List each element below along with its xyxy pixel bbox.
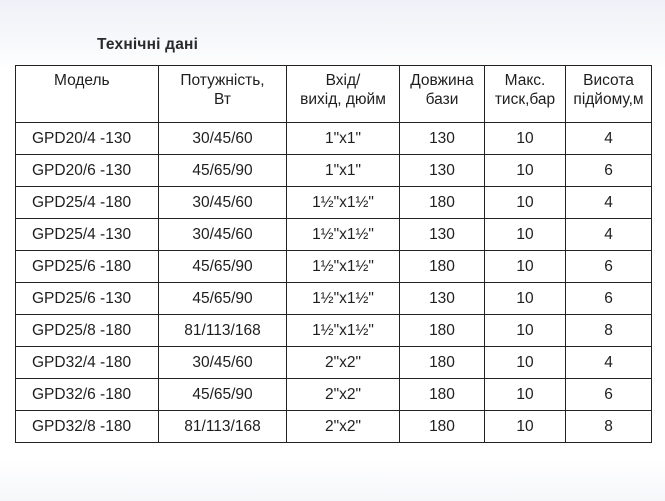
specifications-table <box>15 65 652 443</box>
cell-pressure: 10 <box>485 315 566 347</box>
cell-head: 8 <box>566 411 652 443</box>
cell-length: 130 <box>400 123 485 155</box>
cell-model: GPD32/6 -180 <box>16 379 159 411</box>
cell-connection: 2"x2" <box>287 411 400 443</box>
table-row <box>16 187 652 219</box>
cell-pressure: 10 <box>485 347 566 379</box>
header-label: Довжина <box>410 72 474 89</box>
cell-length: 180 <box>400 315 485 347</box>
cell-power: 45/65/90 <box>159 155 287 187</box>
header-cell-pressure <box>485 66 566 123</box>
cell-model: GPD25/8 -180 <box>16 315 159 347</box>
table-row <box>16 155 652 187</box>
cell-length: 180 <box>400 251 485 283</box>
cell-power: 81/113/168 <box>159 315 287 347</box>
cell-head: 4 <box>566 187 652 219</box>
cell-model: GPD25/6 -180 <box>16 251 159 283</box>
cell-head: 6 <box>566 251 652 283</box>
header-row <box>16 66 652 123</box>
cell-length: 130 <box>400 283 485 315</box>
cell-model: GPD25/4 -180 <box>16 187 159 219</box>
cell-connection: 1½"x1½" <box>287 315 400 347</box>
cell-connection: 1"x1" <box>287 155 400 187</box>
header-cell-head <box>566 66 652 123</box>
table-header <box>16 66 652 123</box>
cell-pressure: 10 <box>485 123 566 155</box>
cell-head: 6 <box>566 379 652 411</box>
cell-head: 8 <box>566 315 652 347</box>
table-row <box>16 283 652 315</box>
cell-pressure: 10 <box>485 283 566 315</box>
cell-connection: 1½"x1½" <box>287 219 400 251</box>
cell-head: 4 <box>566 219 652 251</box>
cell-connection: 1½"x1½" <box>287 251 400 283</box>
header-label-sub: підйому,м <box>573 91 644 108</box>
header-cell-connection <box>287 66 400 123</box>
page-title: Технічні дані <box>97 36 199 53</box>
header-label-sub: тиск,бар <box>494 91 556 108</box>
cell-head: 6 <box>566 283 652 315</box>
cell-model: GPD32/4 -180 <box>16 347 159 379</box>
cell-head: 6 <box>566 155 652 187</box>
cell-length: 180 <box>400 411 485 443</box>
cell-model: GPD25/6 -130 <box>16 283 159 315</box>
cell-power: 45/65/90 <box>159 283 287 315</box>
cell-pressure: 10 <box>485 251 566 283</box>
table-row <box>16 123 652 155</box>
cell-length: 180 <box>400 347 485 379</box>
cell-head: 4 <box>566 123 652 155</box>
header-label: Висота <box>583 72 634 89</box>
cell-pressure: 10 <box>485 155 566 187</box>
cell-connection: 2"x2" <box>287 347 400 379</box>
header-cell-length <box>400 66 485 123</box>
cell-length: 180 <box>400 187 485 219</box>
cell-length: 180 <box>400 379 485 411</box>
header-label: Вхід/ <box>325 72 361 89</box>
header-label-sub: Вт <box>214 91 231 108</box>
cell-model: GPD20/4 -130 <box>16 123 159 155</box>
cell-connection: 1½"x1½" <box>287 187 400 219</box>
cell-power: 30/45/60 <box>159 187 287 219</box>
cell-pressure: 10 <box>485 187 566 219</box>
cell-head: 4 <box>566 347 652 379</box>
cell-power: 81/113/168 <box>159 411 287 443</box>
cell-power: 30/45/60 <box>159 219 287 251</box>
header-label-sub: бази <box>425 91 459 108</box>
table-row <box>16 219 652 251</box>
cell-model: GPD20/6 -130 <box>16 155 159 187</box>
cell-power: 30/45/60 <box>159 347 287 379</box>
header-cell-model <box>16 66 159 123</box>
cell-power: 45/65/90 <box>159 379 287 411</box>
table-body <box>16 123 652 443</box>
cell-length: 130 <box>400 155 485 187</box>
header-label: Макс. <box>504 72 546 89</box>
cell-connection: 1½"x1½" <box>287 283 400 315</box>
cell-pressure: 10 <box>485 379 566 411</box>
cell-model: GPD25/4 -130 <box>16 219 159 251</box>
cell-length: 130 <box>400 219 485 251</box>
table-row <box>16 379 652 411</box>
cell-model: GPD32/8 -180 <box>16 411 159 443</box>
table-row <box>16 411 652 443</box>
cell-power: 45/65/90 <box>159 251 287 283</box>
cell-connection: 1"x1" <box>287 123 400 155</box>
cell-connection: 2"x2" <box>287 379 400 411</box>
header-label-sub: вихід, дюйм <box>300 91 386 108</box>
cell-pressure: 10 <box>485 219 566 251</box>
cell-pressure: 10 <box>485 411 566 443</box>
table-row <box>16 315 652 347</box>
cell-power: 30/45/60 <box>159 123 287 155</box>
header-label: Модель <box>54 72 110 89</box>
header-cell-power <box>159 66 287 123</box>
table-row <box>16 251 652 283</box>
table-row <box>16 347 652 379</box>
header-label: Потужність, <box>180 72 265 89</box>
